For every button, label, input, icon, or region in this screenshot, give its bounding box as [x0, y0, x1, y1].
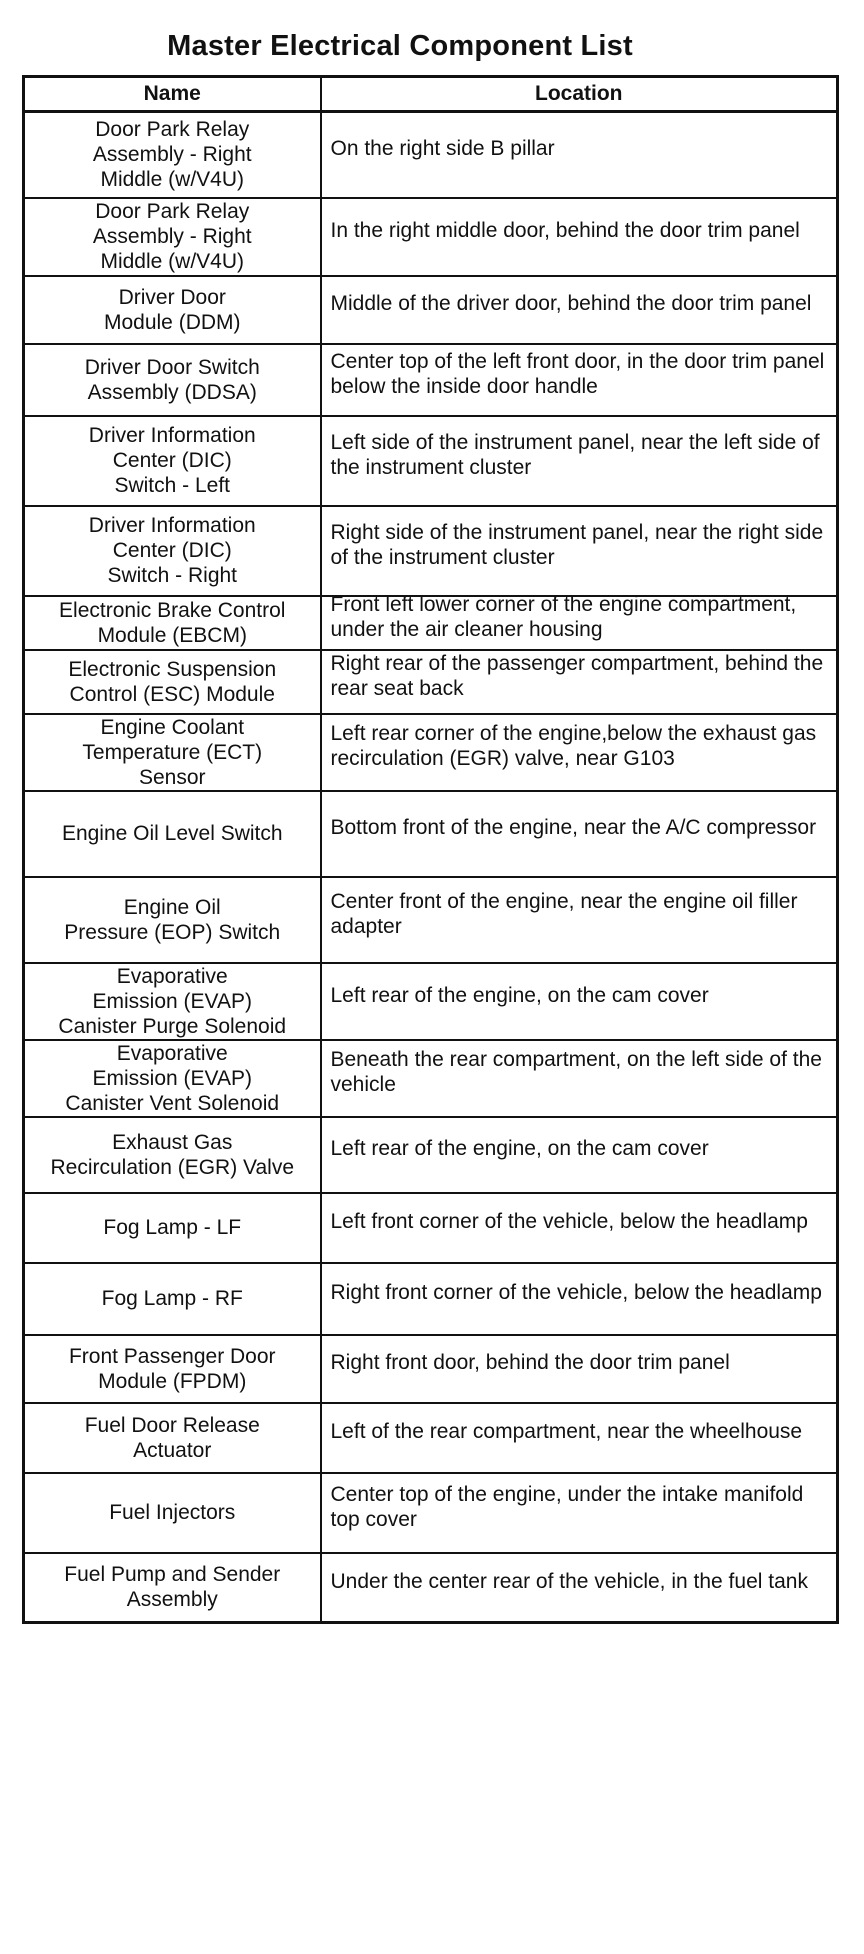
component-name-cell [24, 276, 321, 344]
table-row [24, 791, 838, 877]
component-location: Center front of the engine, near the engine oil filler adapter [330, 889, 798, 938]
component-location: Middle of the driver door, behind the door trim panel [330, 292, 812, 315]
component-name: Driver Information Center (DIC) Switch - Left [88, 424, 256, 497]
page-title: Master Electrical Component List [167, 30, 633, 62]
component-location: Center top of the left front door, in the door trim panel below the inside door handle [330, 349, 825, 398]
component-location: Right front door, behind the door trim panel [330, 1351, 730, 1374]
component-name: Engine Oil Level Switch [61, 822, 283, 845]
table-row [24, 877, 838, 963]
table-row [24, 963, 838, 1040]
component-name-cell [24, 877, 321, 963]
component-name: Electronic Suspension Control (ESC) Module [68, 657, 277, 706]
table-row [24, 344, 838, 416]
location-column-header: Location [321, 77, 838, 112]
component-location-cell [321, 344, 838, 416]
component-location-cell [321, 1193, 838, 1263]
component-name-cell [24, 506, 321, 596]
component-name: Front Passenger Door Module (FPDM) [68, 1344, 276, 1393]
component-location-cell [321, 650, 838, 714]
component-name-cell [24, 963, 321, 1040]
table-body [24, 112, 838, 1623]
component-location: Beneath the rear compartment, on the left side of the vehicle [330, 1048, 822, 1096]
component-location-cell [321, 1335, 838, 1403]
table-row [24, 1193, 838, 1263]
component-name-cell [24, 1040, 321, 1117]
table-row [24, 198, 838, 276]
component-name: Fuel Injectors [109, 1501, 236, 1524]
component-name: Electronic Brake Control Module (EBCM) [59, 598, 286, 647]
component-name: Engine Oil Pressure (EOP) Switch [64, 895, 281, 944]
component-location: Left rear corner of the engine,below the exhaust gas recirculation (EGR) valve, near G103 [330, 722, 817, 770]
component-location-cell [321, 714, 838, 791]
component-location-cell [321, 1263, 838, 1335]
name-column-header: Name [24, 77, 321, 112]
component-location: In the right middle door, behind the door trim panel [330, 219, 800, 242]
component-location: Left front corner of the vehicle, below the headlamp [330, 1210, 808, 1233]
component-name: Door Park Relay Assembly - Right Middle (w/V4U) [92, 200, 252, 273]
component-name: Fuel Pump and Sender Assembly [64, 1563, 281, 1612]
component-name-cell [24, 1473, 321, 1553]
component-name-cell [24, 1117, 321, 1193]
component-location-cell [321, 1473, 838, 1553]
component-name-cell [24, 416, 321, 506]
component-name: Driver Information Center (DIC) Switch - Right [88, 514, 256, 587]
component-location: Center top of the engine, under the intake manifold top cover [330, 1482, 804, 1531]
component-location-cell [321, 198, 838, 276]
component-name-cell [24, 791, 321, 877]
component-name: Fuel Door Release Actuator [84, 1413, 260, 1462]
component-name: Driver Door Switch Assembly (DDSA) [84, 355, 260, 404]
table-row [24, 714, 838, 791]
component-location-cell [321, 791, 838, 877]
component-location-cell [321, 1040, 838, 1117]
component-name-cell [24, 1553, 321, 1623]
component-name: Exhaust Gas Recirculation (EGR) Valve [50, 1130, 295, 1179]
table-row [24, 1040, 838, 1117]
component-location: Left of the rear compartment, near the wheelhouse [330, 1420, 803, 1443]
table-row [24, 1553, 838, 1623]
component-location-cell [321, 506, 838, 596]
component-location: Right side of the instrument panel, near the right side of the instrument cluster [330, 520, 824, 569]
component-name-cell [24, 344, 321, 416]
table-header-row [24, 77, 838, 112]
component-name: Evaporative Emission (EVAP) Canister Purge Solenoid [58, 964, 287, 1038]
component-location: Left rear of the engine, on the cam cover [330, 983, 709, 1007]
component-name-cell [24, 650, 321, 714]
table-row [24, 650, 838, 714]
component-location: Left rear of the engine, on the cam cover [330, 1137, 709, 1160]
component-table [22, 75, 839, 1624]
component-location-cell [321, 1403, 838, 1473]
component-name: Fog Lamp - RF [101, 1287, 243, 1310]
component-name-cell [24, 1335, 321, 1403]
component-location: Right rear of the passenger compartment, behind the rear seat back [330, 651, 824, 700]
table-row [24, 416, 838, 506]
component-name: Evaporative Emission (EVAP) Canister Vent Solenoid [65, 1041, 280, 1115]
component-location-cell [321, 1117, 838, 1193]
component-location-cell [321, 112, 838, 198]
component-location: On the right side B pillar [330, 137, 555, 161]
table-row [24, 1403, 838, 1473]
component-name: Door Park Relay Assembly - Right Middle (w/V4U) [92, 118, 252, 192]
component-location: Front left lower corner of the engine compartment, under the air cleaner housing [330, 592, 797, 641]
table-row [24, 596, 838, 650]
table-row [24, 1335, 838, 1403]
table-row [24, 506, 838, 596]
table-row [24, 1473, 838, 1553]
component-location-cell [321, 592, 838, 650]
component-location-cell [321, 1553, 838, 1623]
table-row [24, 112, 838, 198]
table-row [24, 276, 838, 344]
component-name: Engine Coolant Temperature (ECT) Sensor [82, 715, 263, 789]
component-name-cell [24, 596, 321, 650]
component-location: Right front corner of the vehicle, below the headlamp [330, 1281, 822, 1304]
component-location-cell [321, 276, 838, 344]
component-name-cell [24, 1193, 321, 1263]
component-location-cell [321, 416, 838, 506]
component-location: Under the center rear of the vehicle, in the fuel tank [330, 1569, 808, 1593]
component-name: Fog Lamp - LF [103, 1216, 242, 1239]
component-name-cell [24, 1263, 321, 1335]
component-name-cell [24, 198, 321, 276]
table-row [24, 1117, 838, 1193]
component-name-cell [24, 112, 321, 198]
component-location: Bottom front of the engine, near the A/C compressor [330, 816, 817, 839]
component-name-cell [24, 1403, 321, 1473]
table-row [24, 1263, 838, 1335]
component-location-cell [321, 877, 838, 963]
component-name: Driver Door Module (DDM) [103, 285, 241, 334]
component-location-cell [321, 963, 838, 1040]
component-location: Left side of the instrument panel, near the left side of the instrument cluster [330, 430, 820, 479]
component-name-cell [24, 714, 321, 791]
